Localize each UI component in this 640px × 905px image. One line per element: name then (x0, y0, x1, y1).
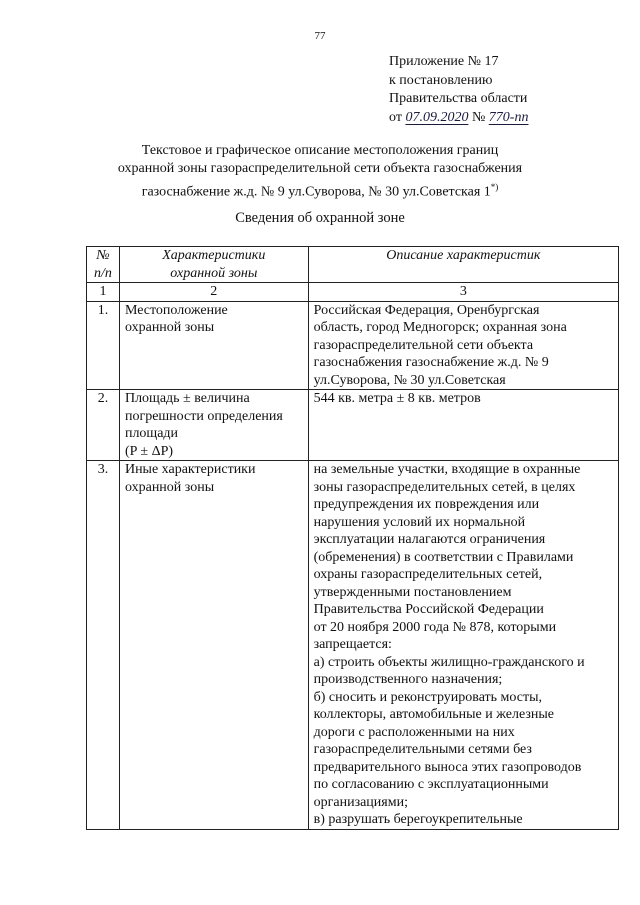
table-row (87, 390, 619, 461)
page-number: 77 (314, 30, 326, 42)
header-number-text: № п/п (94, 248, 112, 281)
table-row (87, 461, 619, 830)
title-line-3 (0, 178, 640, 202)
column-number-3: 3 (308, 283, 618, 302)
header-cell-characteristics (119, 247, 308, 283)
row-characteristic-text: Площадь ± величина погрешности определения площади (P ± ΔP) (124, 391, 283, 459)
row-description (308, 301, 618, 390)
zone-info-table (86, 246, 619, 830)
row-characteristic (119, 390, 308, 461)
column-number-row (87, 283, 619, 302)
row-number-text: 2. (97, 391, 109, 406)
row-characteristic (119, 461, 308, 830)
appendix-block (389, 53, 528, 127)
header-description-text: Описание характеристик (386, 248, 541, 263)
appendix-number: Приложение № 17 (389, 54, 499, 69)
section-title: Сведения об охранной зоне (235, 210, 405, 226)
title-line-1: Текстовое и графическое описание местоположения границ (141, 143, 499, 158)
table-header-row (87, 247, 619, 283)
from-label: от (389, 109, 402, 125)
number-sign: № (471, 109, 486, 125)
header-cell-number (87, 247, 120, 283)
row-number (87, 301, 120, 390)
title-line-2: охранной зоны газораспределительной сети объекта газоснабжения (117, 161, 523, 176)
row-number (87, 390, 120, 461)
appendix-government: Правительства области (389, 91, 528, 106)
row-description-text: на земельные участки, входящие в охранные зоны газораспределительных сетей, в целях предупреждения их повреждения или нарушения условий их нормальной эксплуатации налагаются ограничения (обременения) в соответствии с Правилами охраны газораспределительных сетей, утвержденными постановлением Правительства Российской Федерации от 20 ноября 2000 года № 878, которыми запрещается: а) строить объекты жилищно-гражданского и производственного назначения; б) сносить и реконструировать мосты, коллекторы, автомобильные и железные дороги с расположенными на них газораспределительными сетями без предварительного выноса этих газопроводов по согласованию с эксплуатационными организациями; в) разрушать берегоукрепительные (313, 462, 585, 827)
table-row (87, 301, 619, 390)
title-line-3-text: газоснабжение ж.д. № 9 ул.Суворова, № 30 ул.Советская 1 (141, 184, 491, 200)
row-description (308, 461, 618, 830)
handwritten-number: 770-пп (488, 109, 529, 125)
footnote-mark: *) (490, 182, 499, 192)
row-characteristic-text: Иные характеристики охранной зоны (124, 462, 256, 495)
column-number-2: 2 (119, 283, 308, 302)
row-number-text: 1. (97, 302, 109, 318)
document-title (0, 142, 640, 202)
header-cell-description (308, 247, 618, 283)
column-number-1: 1 (87, 283, 120, 302)
row-number (87, 461, 120, 830)
row-description (308, 390, 618, 461)
row-characteristic (119, 301, 308, 390)
row-characteristic-text: Местоположение охранной зоны (124, 302, 228, 335)
row-description-text: 544 кв. метра ± 8 кв. метров (313, 391, 481, 406)
handwritten-date: 07.09.2020 (405, 109, 469, 125)
row-description-text: Российская Федерация, Оренбургская область, город Медногорск; охранная зона газораспределительной сети объекта газоснабжения газоснабжение ж.д. № 9 ул.Суворова, № 30 ул.Советская (313, 302, 567, 388)
row-number-text: 3. (97, 462, 109, 477)
appendix-date-line (389, 109, 528, 128)
header-characteristics-text: Характеристики охранной зоны (162, 248, 266, 281)
appendix-to-resolution: к постановлению (389, 72, 493, 88)
